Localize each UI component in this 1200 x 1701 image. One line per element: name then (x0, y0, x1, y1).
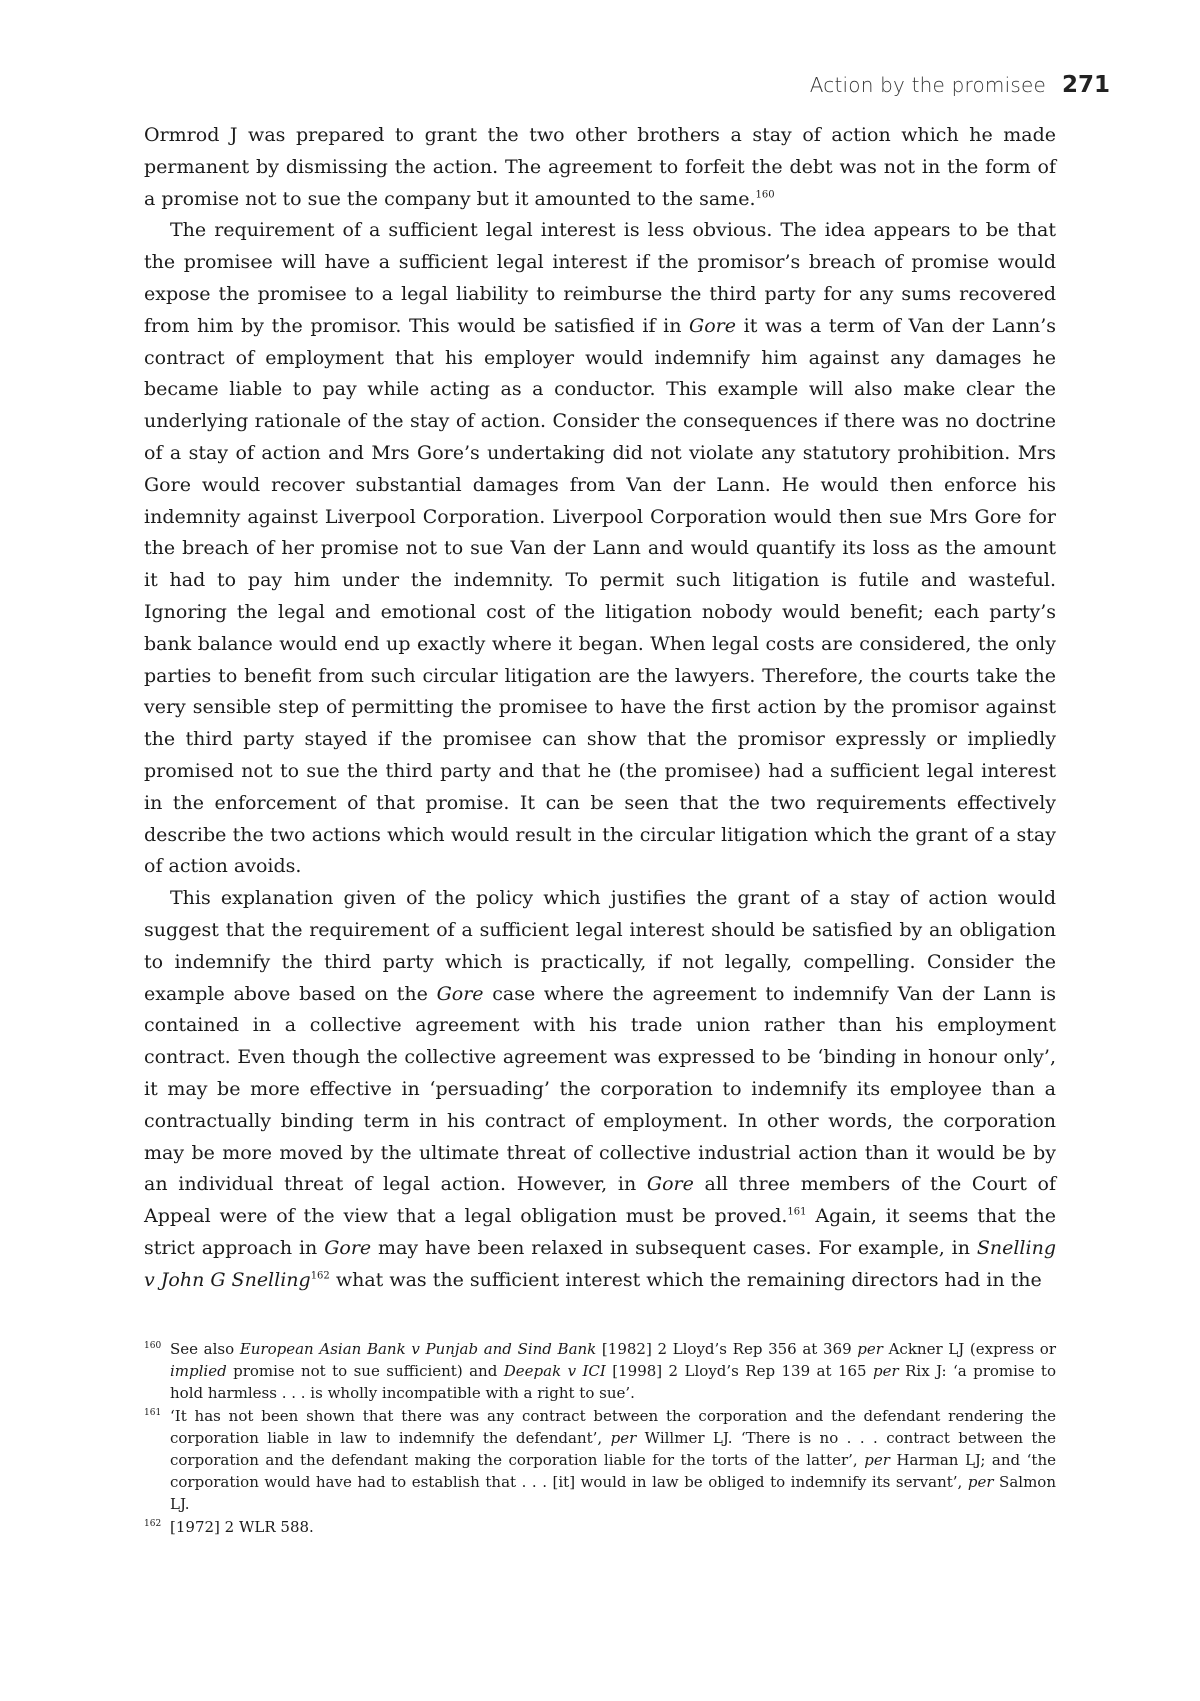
text-run: Willmer LJ. ‘There is no . . . contract between the corporation and the defendant making the corporation liable for the torts of the latter’, (170, 1428, 1057, 1470)
text-run: Rix J: ‘a promise to hold harmless . . . is wholly incompatible with a right to sue’. (170, 1362, 1056, 1403)
page-header (810, 72, 1110, 112)
italic-text: European Asian Bank v Punjab and Sind Bank (239, 1340, 597, 1358)
italic-text: implied (170, 1362, 227, 1381)
text-run: See also (170, 1340, 240, 1358)
text-run: Again, it seems that the strict approach in (144, 1205, 1056, 1259)
text-run: Harman LJ; and ‘the corporation would have had to establish that . . . [it] would in law be obliged to indemnify its servant’, (170, 1451, 1056, 1492)
footnote-162 (144, 1516, 1056, 1538)
italic-text: per (967, 1473, 994, 1492)
footnote-reference: 161 (787, 1206, 807, 1218)
footnote-reference: 160 (755, 189, 775, 201)
footnote-160 (144, 1338, 1056, 1405)
footnote-161 (144, 1405, 1056, 1516)
text-run: The requirement of a sufficient legal interest is less obvious. The idea appears to be that the promisee will have a sufficient legal interest if the promisor’s breach of promise would expose the promisee to a legal liability to reimburse the third party for any sums recovered from him by the promisor. This would be satisfied if in (144, 219, 1056, 337)
text-run: ‘It has not been shown that there was any contract between the corporation and the defendant rendering the corporation liable in law to indemnify the defendant’, (170, 1406, 1056, 1447)
text-run: Salmon LJ. (170, 1473, 1056, 1514)
footnote-number: 160 (144, 1341, 162, 1351)
footnote-number: 161 (144, 1407, 162, 1418)
text-run: case where the agreement to indemnify Van der Lann is contained in a collective agreement with his trade union rather than his employment contract. Even though the collective agreement was expressed to be ‘binding in honour only’, it may be more effective in ‘persuading’ the corporation to indemnify its employee than a contractually binding term in his contract of employment. In other words, the corporation may be more moved by the ultimate threat of collective industrial action than it would be by an individual threat of legal action. However, in (144, 982, 1056, 1196)
italic-text: per (857, 1340, 883, 1358)
footnotes (144, 1338, 1056, 1538)
text-run: may have been relaxed in subsequent cases. For example, in (371, 1236, 977, 1259)
footnote-text (170, 1518, 314, 1536)
text-run: [1972] 2 WLR 588. (170, 1517, 314, 1536)
italic-text: per (610, 1428, 637, 1447)
paragraph-2 (144, 215, 1056, 883)
footnote-text (170, 1407, 1056, 1514)
text-run: This explanation given of the policy which justifies the grant of a stay of action would suggest that the requirement of a sufficient legal interest should be satisfied by an obligation to indemnify the third party which is practically, if not legally, compelling. Consider the example above based on the (144, 887, 1056, 1005)
text-run: [1982] 2 Lloyd’s Rep 356 at 369 (596, 1340, 858, 1358)
body-text (144, 120, 1056, 1296)
footnote-reference: 162 (310, 1270, 330, 1282)
text-run: what was the sufficient interest which the remaining directors had in the (329, 1268, 1042, 1291)
paragraph-1 (144, 120, 1056, 215)
text-run: Ormrod J was prepared to grant the two other brothers a stay of action which he made permanent by dismissing the action. The agreement to forfeit the debt was not in the form of a promise not to sue the company but it amounted to the same. (144, 124, 1056, 210)
italic-text: per (873, 1362, 899, 1381)
italic-text: Gore (646, 1173, 694, 1196)
text-run: all three members of the Court of Appeal were of the view that a legal obligation must be proved. (144, 1173, 1056, 1228)
italic-text: Gore (436, 982, 484, 1005)
text-run: it was a term of Van der Lann’s contract of employment that his employer would indemnify him against any damages he became liable to pay while acting as a conductor. This example will also make clear the underlying rationale of the stay of action. Consider the consequences if there was no doctrine of a stay of action and Mrs Gore’s undertaking did not violate any statutory prohibition. Mrs Gore would recover substantial damages from Van der Lann. He would then enforce his indemnity against Liverpool Corporation. Liverpool Corporation would then sue Mrs Gore for the breach of her promise not to sue Van der Lann and would quantify its loss as the amount it had to pay him under the indemnity. To permit such litigation is futile and wasteful. Ignoring the legal and emotional cost of the litigation nobody would benefit; each party’s bank balance would end up exactly where it began. When legal costs are considered, the only parties to benefit from such circular litigation are the lawyers. Therefore, the courts take the very sensible step of permitting the promisee to have the first action by the promisor against the third party stayed if the promisee can show that the promisor expressly or impliedly promised not to sue the third party and that he (the promisee) had a sufficient legal interest in the enforcement of that promise. It can be seen that the two requirements effectively describe the two actions which would result in the circular litigation which the grant of a stay of action avoids. (144, 314, 1056, 878)
text-run: [1998] 2 Lloyd’s Rep 139 at 165 (605, 1362, 874, 1381)
italic-text: per (864, 1451, 890, 1470)
footnote-text (170, 1340, 1056, 1402)
text-run: Ackner LJ (express or (882, 1340, 1056, 1358)
italic-text: Deepak v ICI (503, 1362, 606, 1381)
running-title: Action by the promisee (809, 73, 1046, 97)
italic-text: Gore (324, 1236, 372, 1259)
footnote-number: 162 (144, 1518, 162, 1529)
page-number: 271 (1061, 72, 1110, 98)
italic-text: Gore (689, 314, 736, 337)
italic-text: Snelling v John G Snelling (144, 1236, 1056, 1291)
paragraph-3 (144, 883, 1056, 1296)
text-run: promise not to sue sufficient) and (226, 1362, 504, 1381)
